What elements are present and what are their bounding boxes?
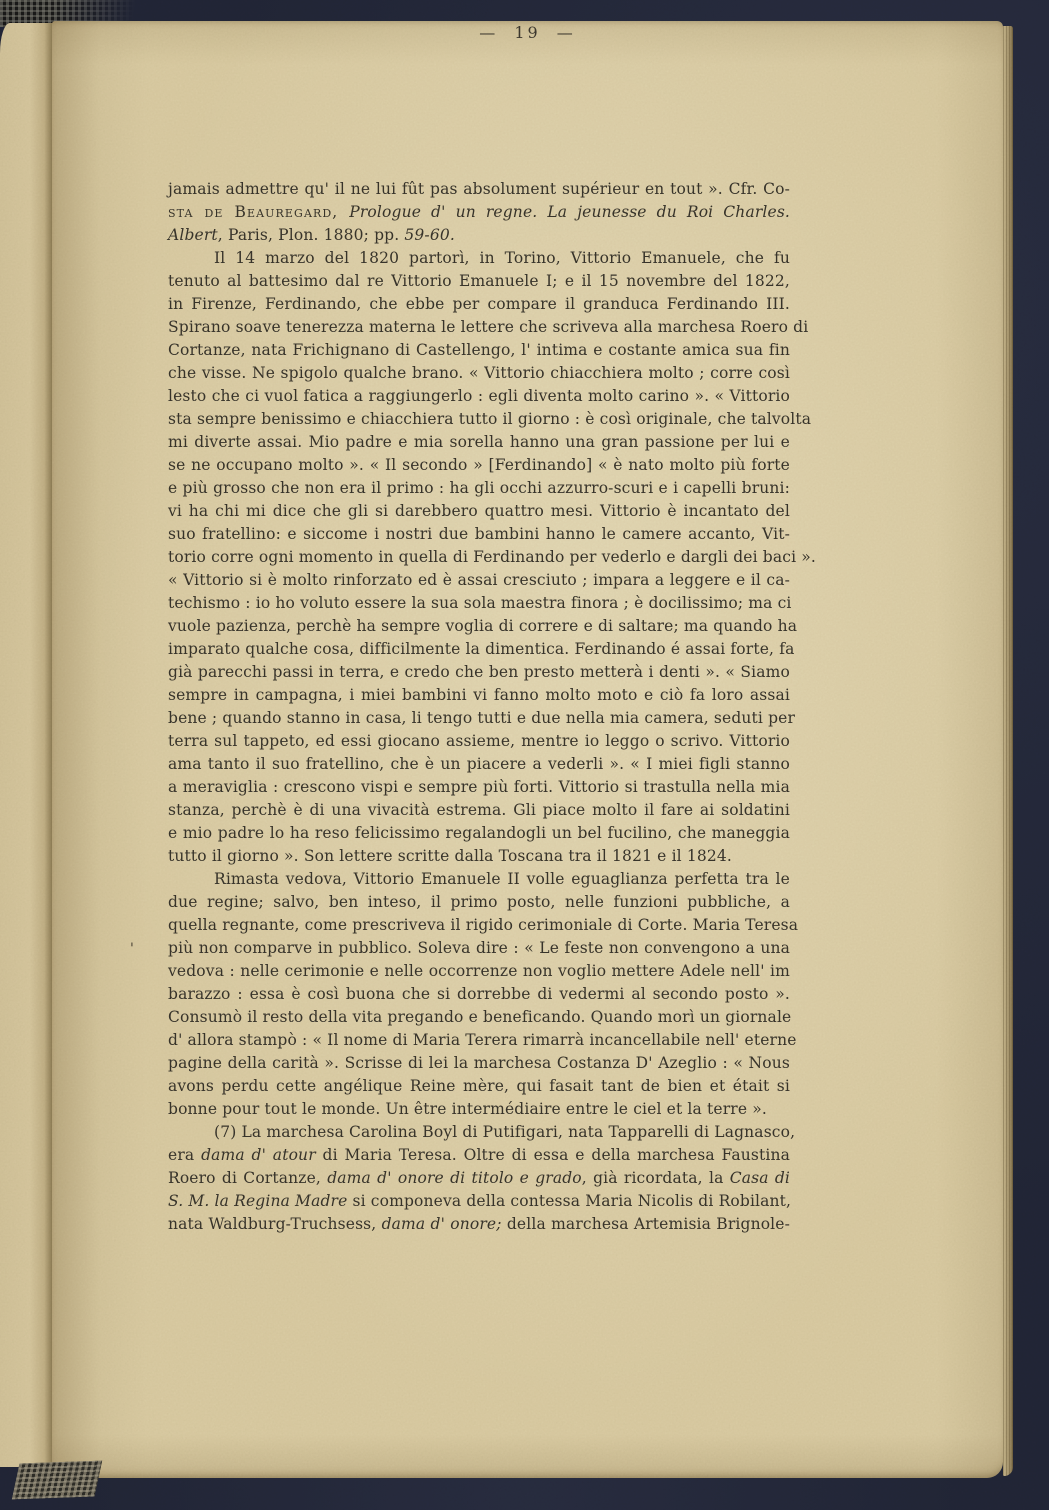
- text-run: barazzo : essa è così buona che si dorrebbe di vedermi al secondo posto ».: [168, 985, 790, 1003]
- text-line: [168, 1121, 796, 1144]
- text-run: vedova : nelle cerimonie e nelle occorrenze non voglio mettere Adele nell' im: [168, 962, 790, 980]
- text-run: ama tanto il suo fratellino, che è un piacere a vederli ». « I miei figli stanno: [168, 755, 790, 773]
- text-run: tenuto al battesimo dal re Vittorio Emanuele I; e il 15 novembre del 1822,: [168, 272, 790, 290]
- text-run: più non comparve in pubblico. Soleva dire : « Le feste non convengono a una: [168, 939, 790, 957]
- text-run: techismo : io ho voluto essere la sua sola maestra finora ; è docilissimo; ma ci: [168, 594, 792, 612]
- italic-text-run: dama d' onore di titolo e grado: [327, 1169, 582, 1187]
- text-line: [168, 270, 790, 293]
- text-run: tutto il giorno ». Son lettere scritte dalla Toscana tra il 1821 e il 1824.: [168, 847, 732, 865]
- text-run: pagine della carità ». Scrisse di lei la marchesa Costanza D' Azeglio : « Nous: [168, 1054, 790, 1072]
- text-run: due regine; salvo, ben inteso, il primo posto, nelle funzioni pubbliche, a: [168, 893, 790, 911]
- text-line: [168, 937, 790, 960]
- text-run: vi ha chi mi dice che gli si darebbero quattro mesi. Vittorio è incantato del: [168, 502, 790, 520]
- text-run: (7) La marchesa Carolina Boyl di Putifigari, nata Tapparelli di Lagnasco,: [214, 1123, 796, 1141]
- text-line: [168, 178, 790, 201]
- text-line: [168, 592, 790, 615]
- text-line: [168, 477, 790, 500]
- text-run: Il 14 marzo del 1820 partorì, in Torino, Vittorio Emanuele, che fu: [214, 249, 790, 267]
- text-line: [168, 868, 790, 891]
- italic-text-run: S. M. la Regina Madre: [168, 1192, 348, 1210]
- text-run: sta sempre benissimo e chiacchiera tutto il giorno : è così originale, che talvolta: [168, 410, 812, 428]
- text-run: nata Waldburg-Truchsess,: [168, 1215, 382, 1233]
- text-run: mi diverte assai. Mio padre e mia sorella hanno una gran passione per lui e: [168, 433, 790, 451]
- text-line: [168, 362, 790, 385]
- text-run: terra sul tappeto, ed essi giocano assieme, mentre io leggo o scrivo. Vittorio: [168, 732, 790, 750]
- text-line: [168, 1213, 790, 1236]
- text-run: Rimasta vedova, Vittorio Emanuele II volle eguaglianza perfetta tra le: [214, 870, 790, 888]
- italic-text-run: Casa di: [729, 1169, 791, 1187]
- text-line: [168, 960, 790, 983]
- text-run: sempre in campagna, i miei bambini vi fanno molto moto e ciò fa loro assai: [168, 686, 790, 704]
- text-run: e più grosso che non era il primo : ha gli occhi azzurro-scuri e i capelli bruni:: [168, 479, 790, 497]
- page-number: — 19 —: [479, 23, 576, 42]
- book-page: [52, 21, 1003, 1478]
- text-line: [168, 707, 796, 730]
- text-line: [168, 661, 790, 684]
- text-line: [168, 201, 790, 224]
- page-text: [168, 178, 816, 1236]
- text-run: se ne occupano molto ». « Il secondo » [Ferdinando] « è nato molto più forte: [168, 456, 790, 474]
- text-run: jamais admettre qu' il ne lui fût pas absolument supérieur en tout ». Cfr. Co-: [168, 180, 790, 198]
- text-run: bene ; quando stanno in casa, li tengo tutti e due nella mia camera, seduti per: [168, 709, 796, 727]
- text-line: [168, 339, 790, 362]
- text-line: [168, 247, 790, 270]
- text-run: Cortanze, nata Frichignano di Castellengo, l' intima e costante amica sua fin: [168, 341, 790, 359]
- text-line: [168, 753, 790, 776]
- text-run: , già ricordata, la: [581, 1169, 730, 1187]
- italic-text-run: dama d' atour: [201, 1146, 316, 1164]
- text-run: era: [168, 1146, 202, 1164]
- text-line: [168, 891, 790, 914]
- text-line: [168, 569, 790, 592]
- text-run: avons perdu cette angélique Reine mère, qui fasait tant de bien et était si: [168, 1077, 790, 1095]
- text-line: [168, 500, 790, 523]
- text-run: si componeva della contessa Maria Nicolis di Robilant,: [347, 1192, 792, 1210]
- text-line: [168, 224, 790, 247]
- text-run: d' allora stampò : « Il nome di Maria Terera rimarrà incancellabile nell' eterne: [168, 1031, 797, 1049]
- italic-text-run: dama d' onore;: [381, 1215, 502, 1233]
- text-run: imparato qualche cosa, difficilmente la dimentica. Ferdinando é assai forte, fa: [168, 640, 795, 658]
- text-line: [168, 1006, 790, 1029]
- text-line: [168, 1052, 790, 1075]
- text-run: « Vittorio si è molto rinforzato ed è assai cresciuto ; impara a leggere e il ca-: [168, 571, 790, 589]
- text-line: [168, 776, 790, 799]
- text-line: [168, 431, 790, 454]
- text-run: quella regnante, come prescriveva il rigido cerimoniale di Corte. Maria Teresa: [168, 916, 799, 934]
- text-run: della marchesa Artemisia Brignole-: [501, 1215, 790, 1233]
- text-line: [168, 1144, 790, 1167]
- text-run: vuole pazienza, perchè ha sempre voglia di correre e di saltare; ma quando ha: [168, 617, 798, 635]
- text-line: [168, 1167, 790, 1190]
- text-line: [168, 615, 798, 638]
- text-run: e mio padre lo ha reso felicissimo regalandogli un bel fucilino, che maneggia: [168, 824, 790, 842]
- italic-text-run: Prologue d' un regne. La jeunesse du Roi Charles.: [349, 203, 791, 221]
- stray-ink-mark: ': [130, 941, 134, 957]
- text-run: Consumò il resto della vita pregando e beneficando. Quando morì un giornale: [168, 1008, 792, 1026]
- text-line: [168, 546, 816, 569]
- text-line: [168, 1098, 790, 1121]
- small-caps-text-run: sta de Beauregard,: [168, 203, 350, 221]
- text-line: [168, 1075, 790, 1098]
- text-line: [168, 316, 809, 339]
- text-run: Spirano soave tenerezza materna le lettere che scriveva alla marchesa Roero di: [168, 318, 809, 336]
- text-line: [168, 454, 790, 477]
- italic-text-run: 59-60.: [404, 226, 455, 244]
- text-line: [168, 822, 790, 845]
- text-run: , Paris, Plon. 1880; pp.: [217, 226, 405, 244]
- italic-text-run: Albert: [168, 226, 218, 244]
- text-run: torio corre ogni momento in quella di Ferdinando per vederlo e dargli dei baci ».: [168, 548, 816, 566]
- text-line: [168, 638, 795, 661]
- text-line: [168, 1029, 797, 1052]
- text-run: suo fratellino: e siccome i nostri due bambini hanno le camere accanto, Vit-: [168, 525, 790, 543]
- text-run: di Maria Teresa. Oltre di essa e della marchesa Faustina: [315, 1146, 790, 1164]
- text-line: [168, 293, 790, 316]
- text-run: stanza, perchè è di una vivacità estrema. Gli piace molto il fare ai soldatini: [168, 801, 790, 819]
- text-run: Roero di Cortanze,: [168, 1169, 328, 1187]
- text-line: [168, 914, 799, 937]
- text-line: [168, 983, 790, 1006]
- text-line: [168, 684, 790, 707]
- text-line: [168, 799, 790, 822]
- text-run: a meraviglia : crescono vispi e sempre più forti. Vittorio si trastulla nella mia: [168, 778, 790, 796]
- page-edge-stack: [1003, 26, 1013, 1476]
- text-line: [168, 845, 790, 868]
- text-line: [168, 1190, 790, 1213]
- text-run: in Firenze, Ferdinando, che ebbe per compare il granduca Ferdinando III.: [168, 295, 790, 313]
- book-cover-cloth-bottom: [12, 1461, 102, 1500]
- text-line: [168, 730, 790, 753]
- facing-page-edge: [0, 23, 54, 1467]
- text-line: [168, 385, 790, 408]
- text-line: [168, 523, 790, 546]
- text-run: già parecchi passi in terra, e credo che ben presto metterà i denti ». « Siamo: [168, 663, 790, 681]
- text-line: [168, 408, 812, 431]
- text-run: bonne pour tout le monde. Un être intermédiaire entre le ciel et la terre ».: [168, 1100, 767, 1118]
- text-run: lesto che ci vuol fatica a raggiungerlo : egli diventa molto carino ». « Vittorio: [168, 387, 790, 405]
- text-run: che visse. Ne spigolo qualche brano. « Vittorio chiacchiera molto ; corre così: [168, 364, 790, 382]
